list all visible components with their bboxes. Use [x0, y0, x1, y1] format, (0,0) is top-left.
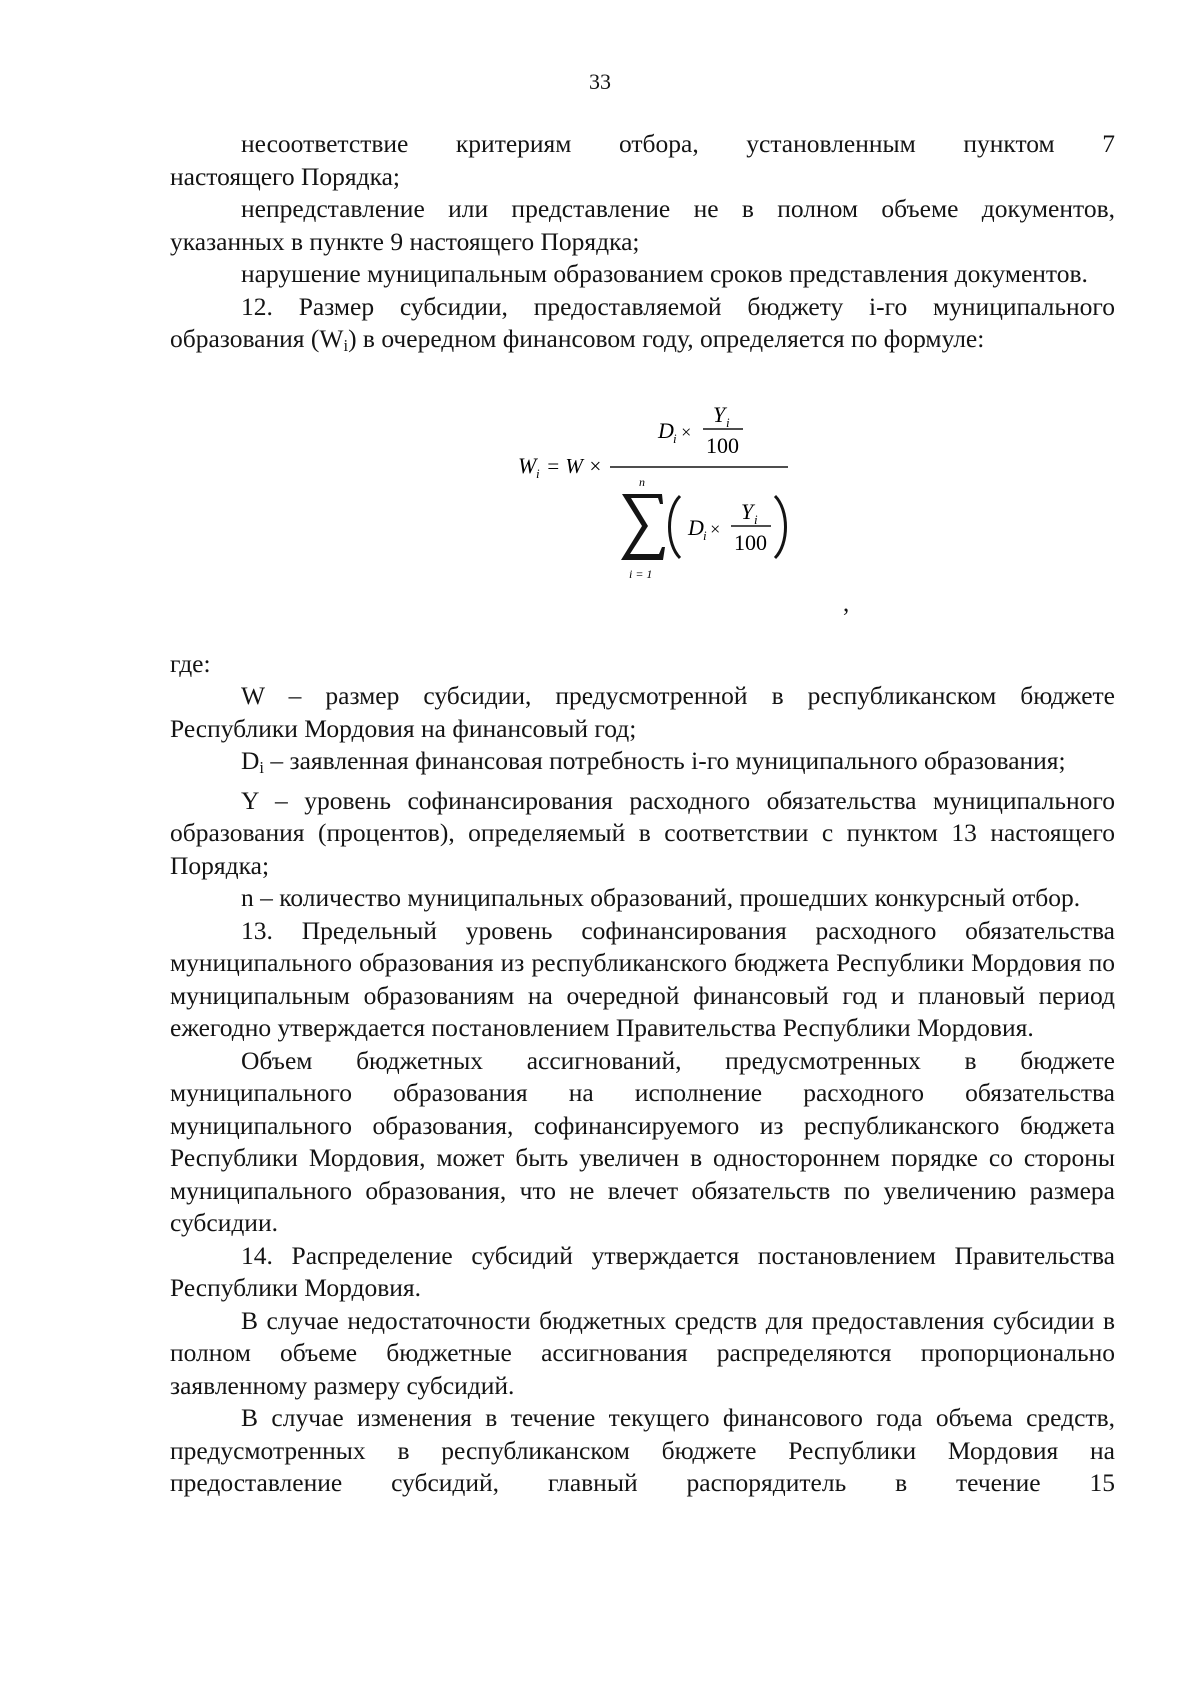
paragraph-text: нарушение муниципальным образованием сроков представления документов.: [241, 259, 1088, 288]
paragraph-text: n – количество муниципальных образований, прошедших конкурсный отбор.: [241, 883, 1081, 913]
formula-num-y-sub: i: [726, 415, 730, 430]
formula-lhs-sub: i: [536, 466, 540, 481]
formula: [510, 398, 830, 598]
formula-sum-upper: n: [639, 475, 645, 489]
formula-den-y: Y: [741, 499, 754, 524]
formula-num-hundred: 100: [706, 433, 739, 458]
where-label: где:: [170, 649, 211, 678]
formula-num-d-sub: i: [673, 431, 677, 446]
paragraph-text: настоящего Порядка;: [170, 161, 401, 191]
paragraph: [170, 882, 1115, 915]
sigma-icon: [621, 494, 665, 560]
paragraph: [170, 1240, 1115, 1305]
page-number: 33: [589, 69, 611, 94]
right-paren-icon: [775, 496, 786, 558]
formula-eq: = W ×: [546, 454, 603, 478]
paragraph-text-continued: ) в очередном финансовом году, определяется по формуле:: [348, 324, 985, 353]
paragraph-text: 12. Размер субсидии, предоставляемой бюджету i-го муниципального образования (W: [170, 291, 1115, 353]
paragraph-text: В случае недостаточности бюджетных средств для предоставления субсидии в полном объеме бюджетные ассигнования распределяются пропорционально заявленному размеру субсидий.: [170, 1305, 1115, 1400]
paragraph: [170, 193, 1115, 258]
paragraph: [170, 128, 1115, 161]
paragraph-text-continued: – заявленная финансовая потребность i-го муниципального образования;: [264, 746, 1066, 775]
left-paren-icon: [670, 496, 681, 558]
paragraph-text: непредставление или представление не в полном объеме документов, указанных в пункте 9 настоящего Порядка;: [170, 194, 1115, 256]
text-block-bottom: [170, 680, 1115, 1500]
paragraph: [170, 258, 1115, 291]
paragraph-text: Y – уровень софинансирования расходного обязательства муниципального образования (процентов), определяемый в соответствии с пунктом 13 настоящего Порядка;: [170, 785, 1115, 880]
formula-comma: ,: [843, 590, 850, 617]
paragraph: [170, 915, 1115, 1045]
paragraph-text: В случае изменения в течение текущего финансового года объема средств, предусмотренных в республиканском бюджете Республики Мордовия на предоставление субсидий, главный распорядитель в течение 15: [170, 1403, 1115, 1498]
formula-num-y: Y: [713, 402, 726, 427]
paragraph: [170, 1402, 1115, 1500]
formula-num-d: D: [658, 418, 674, 443]
paragraph-subscript: i: [259, 758, 265, 778]
formula-lhs: W: [518, 453, 537, 478]
formula-den-times: ×: [709, 519, 722, 539]
formula-den-d-sub: i: [703, 528, 707, 543]
paragraph-text: несоответствие критериям отбора, установленным пунктом 7: [241, 129, 1115, 158]
paragraph: [170, 291, 1115, 363]
paragraph: [170, 161, 1115, 194]
paragraph: [170, 785, 1115, 883]
paragraph-text: Объем бюджетных ассигнований, предусмотренных в бюджете муниципального образования на исполнение расходного обязательства муниципального образования, софинансируемого из республиканского бюджета Республики Мордовия, может быть увеличен в одностороннем порядке со стороны муниципального образования, что не влечет обязательств по увеличению размера субсидии.: [170, 1045, 1115, 1238]
paragraph: [170, 1045, 1115, 1240]
where-label-block: [170, 648, 1115, 681]
paragraph: [170, 1305, 1115, 1403]
paragraph-text: 13. Предельный уровень софинансирования расходного обязательства муниципального образования из республиканского бюджета Республики Мордовия по муниципальным образованиям на очередной финансовый год и плановый период ежегодно утверждается постановлением Правительства Республики Мордовия.: [170, 915, 1115, 1043]
formula-den-y-sub: i: [754, 512, 758, 527]
text-block-top: [170, 128, 1115, 363]
paragraph: [170, 745, 1115, 785]
formula-sum-lower: i = 1: [629, 567, 653, 581]
formula-svg: [510, 398, 830, 598]
paragraph-text: D: [241, 746, 260, 775]
paragraph-subscript: i: [343, 336, 349, 356]
formula-den-hundred: 100: [734, 530, 767, 555]
paragraph-text: W – размер субсидии, предусмотренной в республиканском бюджете Республики Мордовия на финансовый год;: [170, 681, 1115, 743]
formula-den-d: D: [688, 515, 704, 540]
paragraph: [170, 680, 1115, 745]
formula-num-times: ×: [680, 422, 693, 442]
paragraph-text: 14. Распределение субсидий утверждается постановлением Правительства Республики Мордовия.: [170, 1240, 1115, 1303]
